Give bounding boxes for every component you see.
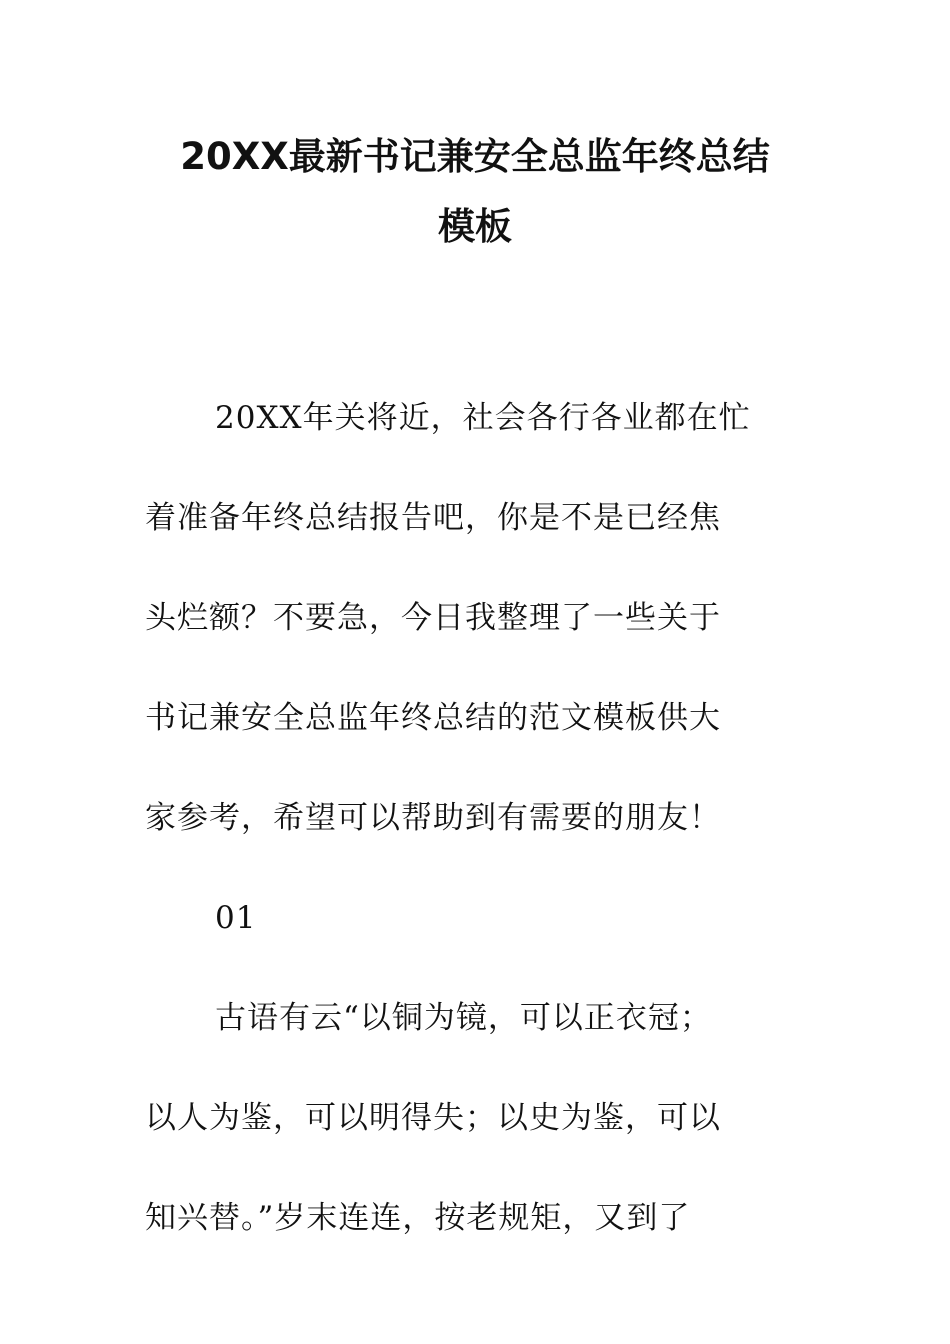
paragraph-line: 头烂额？不要急，今日我整理了一些关于 [145,600,721,636]
title-line-2: 模板 [438,205,512,248]
section-number [145,868,785,968]
section-number-text: 01 [215,900,257,936]
paragraph-intro [145,368,785,868]
paragraph-line: 着准备年终总结报告吧，你是不是已经焦 [145,500,721,536]
paragraph-line: 古语有云“以铜为镜，可以正衣冠； [215,1000,712,1036]
title-line-1: 20XX最新书记兼安全总监年终总结 [180,135,770,178]
paragraph-line: 知兴替。”岁末连连，按老规矩，又到了 [145,1200,691,1236]
paragraph-line: 20XX年关将近，社会各行各业都在忙 [215,400,751,436]
paragraph-line: 书记兼安全总监年终总结的范文模板供大 [145,700,721,736]
paragraph-line: 以人为鉴，可以明得失；以史为鉴，可以 [145,1100,721,1136]
paragraph-line: 家参考，希望可以帮助到有需要的朋友！ [145,800,721,836]
paragraph-quote [145,968,785,1268]
document-body [145,368,785,1268]
document-title [140,122,810,262]
